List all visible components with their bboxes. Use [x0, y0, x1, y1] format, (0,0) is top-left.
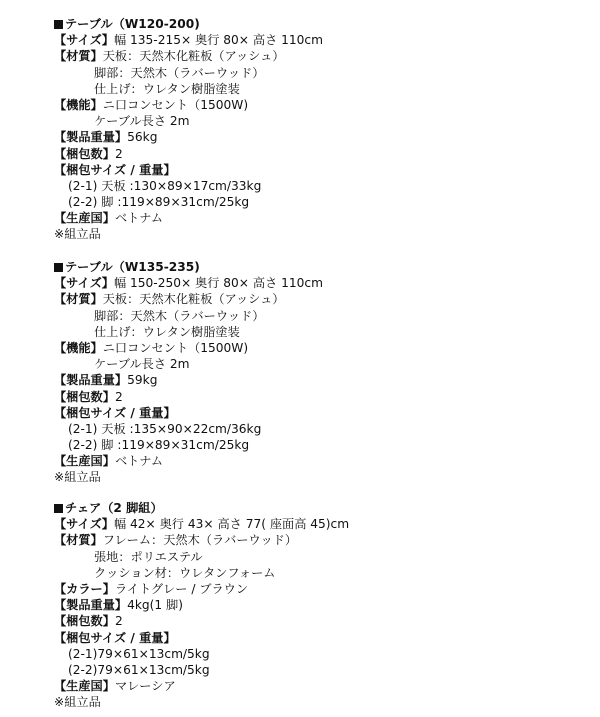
- assembly-note: ※組立品: [54, 695, 101, 710]
- boxes-row: 【梱包数】2: [54, 389, 123, 404]
- material-row: 脚部：天然木（ラバーウッド）: [94, 65, 265, 80]
- package-row: (2-2)79×61×13cm/5kg: [68, 662, 210, 677]
- weight-row: 【製品重量】59kg: [54, 373, 158, 388]
- assembly-note: ※組立品: [54, 470, 101, 485]
- size-row: 【サイズ】幅 150-250× 奥行 80× 高さ 110cm: [54, 276, 323, 291]
- spec-section-chair: [54, 500, 594, 710]
- package-size-label: 【梱包サイズ / 重量】: [54, 405, 176, 420]
- package-row: (2-1)79×61×13cm/5kg: [68, 646, 210, 661]
- material-row: クッション材：ウレタンフォーム: [94, 565, 276, 580]
- color-row: 【カラー】ライトグレー / ブラウン: [54, 581, 249, 596]
- boxes-row: 【梱包数】2: [54, 614, 123, 629]
- section-title: テーブル（W135-235): [54, 259, 594, 275]
- material-row: 脚部：天然木（ラバーウッド）: [94, 308, 265, 323]
- weight-row: 【製品重量】56kg: [54, 130, 158, 145]
- package-row: (2-2) 脚 :119×89×31cm/25kg: [68, 438, 250, 453]
- square-bullet-icon: [54, 20, 63, 29]
- material-row: 張地：ポリエステル: [94, 549, 203, 564]
- package-row: (2-1) 天板 :135×90×22cm/36kg: [68, 421, 262, 436]
- material-row: 【材質】天板：天然木化粧板（アッシュ）: [54, 49, 285, 64]
- package-row: (2-2) 脚 :119×89×31cm/25kg: [68, 195, 250, 210]
- material-row: 【材質】フレーム：天然木（ラバーウッド）: [54, 533, 298, 548]
- origin-row: 【生産国】ベトナム: [54, 211, 164, 226]
- material-row: 【材質】天板：天然木化粧板（アッシュ）: [54, 292, 285, 307]
- package-row: (2-1) 天板 :130×89×17cm/33kg: [68, 178, 262, 193]
- section-title: チェア（2 脚組）: [54, 500, 594, 516]
- assembly-note: ※組立品: [54, 227, 101, 242]
- function-row: 【機能】ニ口コンセント（1500W): [54, 97, 249, 112]
- square-bullet-icon: [54, 263, 63, 272]
- spec-section-table-w135-235: [54, 259, 594, 486]
- package-size-label: 【梱包サイズ / 重量】: [54, 162, 176, 177]
- package-size-label: 【梱包サイズ / 重量】: [54, 630, 176, 645]
- size-row: 【サイズ】幅 135-215× 奥行 80× 高さ 110cm: [54, 33, 323, 48]
- function-row: ケーブル長さ 2m: [94, 114, 190, 129]
- spec-section-table-w120-200: [54, 16, 594, 243]
- weight-row: 【製品重量】4kg(1 脚): [54, 598, 183, 613]
- section-title: テーブル（W120-200): [54, 16, 594, 32]
- material-row: 仕上げ：ウレタン樹脂塗装: [94, 324, 240, 339]
- function-row: ケーブル長さ 2m: [94, 357, 190, 372]
- origin-row: 【生産国】ベトナム: [54, 454, 164, 469]
- origin-row: 【生産国】マレーシア: [54, 679, 176, 694]
- size-row: 【サイズ】幅 42× 奥行 43× 高さ 77( 座面高 45)cm: [54, 517, 350, 532]
- material-row: 仕上げ：ウレタン樹脂塗装: [94, 81, 240, 96]
- square-bullet-icon: [54, 504, 63, 513]
- function-row: 【機能】ニ口コンセント（1500W): [54, 340, 249, 355]
- boxes-row: 【梱包数】2: [54, 146, 123, 161]
